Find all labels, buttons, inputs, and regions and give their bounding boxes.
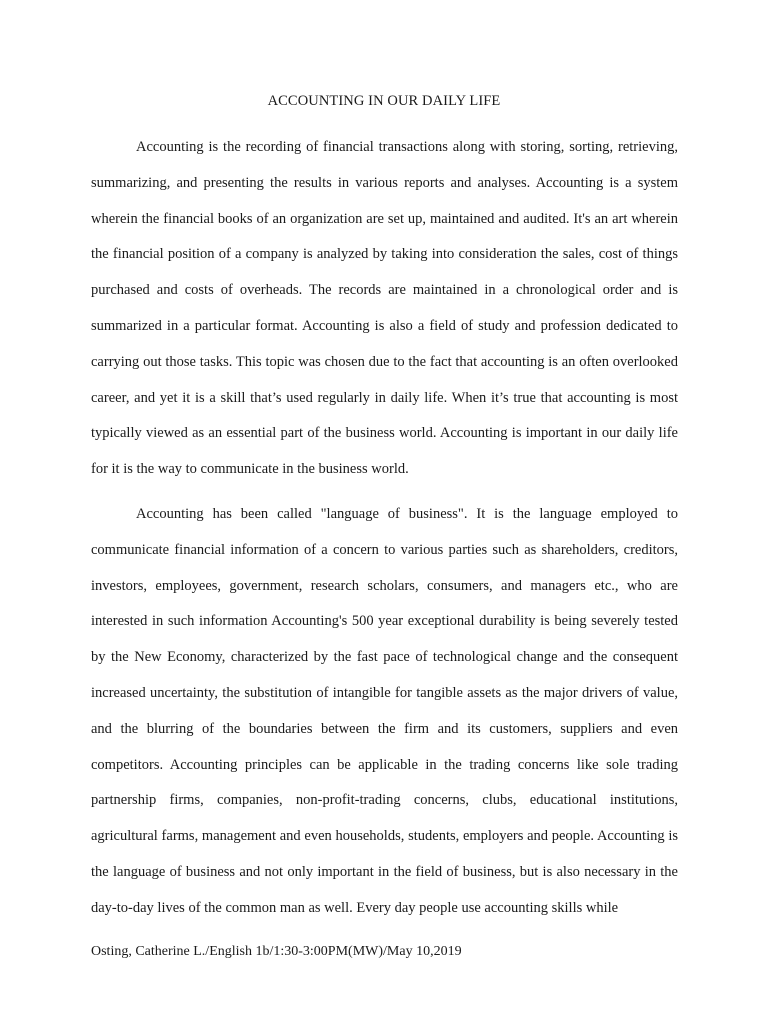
document-title: ACCOUNTING IN OUR DAILY LIFE [267,93,501,109]
paragraph-1: Accounting is the recording of financial transactions along with storing, sorting, retrieving, summarizing, and presenting the results in various reports and analyses. Accounting is a system wherein the financial books of an organization are set up, maintained and audited. It's an art wherein the financial position of a company is analyzed by taking into consideration the sales, cost of things purchased and costs of overheads. The records are maintained in a chronological order and is summarized in a particular format. Accounting is also a field of study and profession dedicated to carrying out those tasks. This topic was chosen due to the fact that accounting is an often overlooked career, and yet it is a skill that’s used regularly in daily life. When it’s true that accounting is most typically viewed as an essential part of the business world. Accounting is important in our daily life for it is the way to communicate in the business world. [91,139,678,478]
paragraph-2: Accounting has been called "language of business". It is the language employed to communicate financial information of a concern to various parties such as shareholders, creditors, investors, employees, government, research scholars, consumers, and managers etc., who are interested in such information Accounting's 500 year exceptional durability is being severely tested by the New Economy, characterized by the fast pace of technological change and the consequent increased uncertainty, the substitution of intangible for tangible assets as the major drivers of value, and the blurring of the boundaries between the firm and its customers, suppliers and even competitors. Accounting principles can be applicable in the trading concerns like sole trading partnership firms, companies, non-profit-trading concerns, clubs, educational institutions, agricultural farms, management and even households, students, employers and people. Accounting is the language of business and not only important in the field of business, but is also necessary in the day-to-day lives of the common man as well. Every day people use accounting skills while [91,506,678,916]
document-footer: Osting, Catherine L./English 1b/1:30-3:00PM(MW)/May 10,2019 [91,944,462,959]
